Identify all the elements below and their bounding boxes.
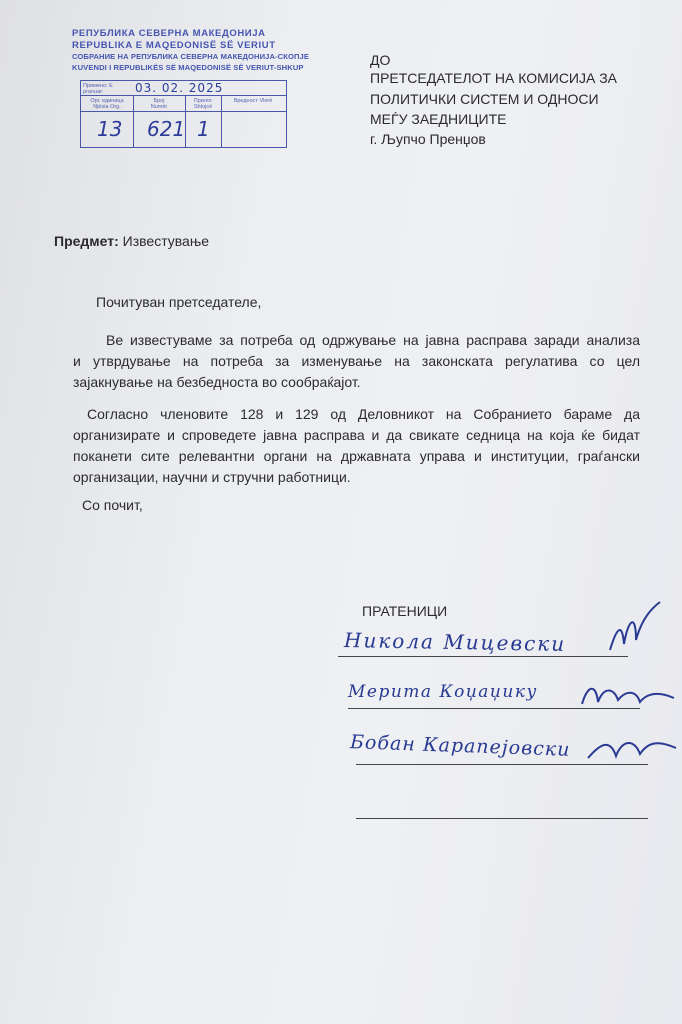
signature-scribble-1 bbox=[602, 600, 668, 670]
addressee-line-3: МЕЃУ ЗАЕДНИЦИТЕ bbox=[370, 111, 507, 127]
number-value: 621 bbox=[147, 117, 186, 141]
paragraph-2-line-2: организирате и спроведете јавна расправа и да свикате седница на која ќе бидат bbox=[73, 427, 640, 443]
received-label: Примено: E pranuar: bbox=[83, 83, 113, 95]
attachment-value: 1 bbox=[197, 117, 210, 141]
signature-line-3 bbox=[356, 764, 648, 765]
signature-line-4 bbox=[356, 818, 648, 819]
paragraph-2-line-3: поканети сите релевантни органи на државната управа и институции, граѓански bbox=[73, 448, 640, 464]
addressee-to: ДО bbox=[370, 52, 391, 68]
stamp-line-2: REPUBLIKA E MAQEDONISË SË VERIUT bbox=[72, 40, 276, 51]
signature-line-2 bbox=[348, 708, 640, 709]
closing: Со почит, bbox=[82, 497, 143, 513]
stamp-line-4: KUVENDI I REPUBLIKËS SË MAQEDONISË SË VERIUT-SHKUP bbox=[72, 63, 304, 72]
signature-line-1 bbox=[338, 656, 628, 657]
received-date: 03. 02. 2025 bbox=[135, 81, 224, 95]
signature-scribble-3 bbox=[586, 728, 680, 768]
signature-name-2: Мерита Коџаџику bbox=[348, 682, 538, 702]
stamp-line-1: РЕПУБЛИКА СЕВЕРНА МАКЕДОНИЈА bbox=[72, 28, 266, 39]
col-label-number: Број Numër bbox=[150, 98, 168, 110]
stamp-line-3: СОБРАНИЕ НА РЕПУБЛИКА СЕВЕРНА МАКЕДОНИЈА-СКОПЈЕ bbox=[72, 52, 310, 61]
paragraph-2-line-1: Согласно членовите 128 и 129 од Деловникот на Собранието бараме да bbox=[87, 406, 640, 422]
signature-scribble-2 bbox=[578, 680, 678, 716]
signatures-heading: ПРАТЕНИЦИ bbox=[362, 603, 448, 619]
addressee-line-2: ПОЛИТИЧКИ СИСТЕМ И ОДНОСИ bbox=[370, 91, 599, 107]
subject-line bbox=[54, 233, 209, 249]
subject-value: Известување bbox=[122, 233, 210, 249]
stamp-registry-table bbox=[80, 80, 287, 148]
col-label-org-unit: Орг. единица Njësia Org. bbox=[90, 98, 124, 110]
paragraph-1-line-3: зајакнување на безбедноста во сообраќајот. bbox=[73, 374, 361, 390]
paragraph-1-line-2: и утврдување на потреба за изменување на законската регулатива со цел bbox=[73, 353, 640, 369]
signature-name-3: Бобан Карапејовски bbox=[349, 731, 571, 761]
addressee-name: г. Љупчо Пренџов bbox=[370, 131, 486, 147]
addressee-line-1: ПРЕТСЕДАТЕЛОТ НА КОМИСИЈА ЗА bbox=[370, 70, 618, 86]
col-label-value: Вредност Vlerë bbox=[233, 98, 273, 104]
subject-label: Предмет: bbox=[54, 233, 119, 249]
salutation: Почитуван претседателе, bbox=[96, 294, 262, 310]
signature-name-1: Никола Мицевски bbox=[343, 628, 567, 656]
paragraph-1-line-1: Ве известуваме за потреба од одржување на јавна расправа заради анализа bbox=[106, 332, 640, 348]
paragraph-2-line-4: организации, научни и стручни работници. bbox=[73, 469, 351, 485]
org-unit-value: 13 bbox=[97, 117, 123, 141]
col-label-attachment: Прилог Shtojcë bbox=[193, 98, 213, 110]
